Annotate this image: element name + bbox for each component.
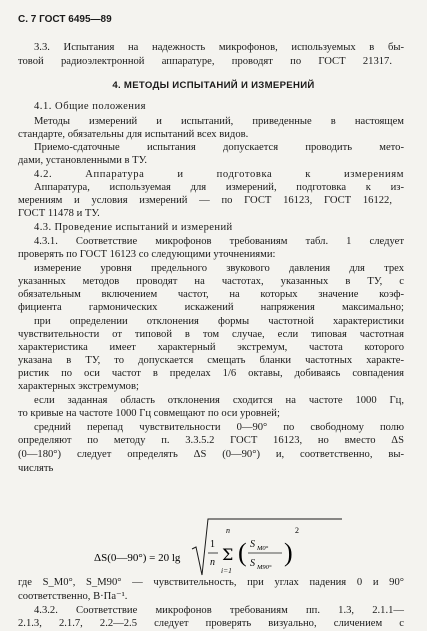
para-3-3-line-1: 3.3. Испытания на надежность микрофонов, используемых в бы-: [34, 42, 404, 53]
numerator-sub: M0°: [257, 545, 269, 552]
denominator-s: S: [250, 558, 255, 569]
text-4-3-1-line-7: при определении отклонения формы частотной характеристики: [34, 316, 404, 327]
left-paren: (: [238, 538, 247, 567]
formula-lhs: ΔS(0—90°) = 20 lg: [94, 552, 181, 564]
text-4-3-1-line-8: чувствительности от типовой в том случае, если типовая частотная: [18, 329, 404, 340]
text-4-3-2-line-2: 2.1.3, 2.1.7, 2.2—2.5 следует проверять визуально, сличением с: [18, 618, 404, 629]
right-paren: ): [284, 538, 293, 567]
text-4-3-1-line-3: измерение уровня предельного звукового давления для трех: [34, 263, 404, 274]
text-4-2-line-1: Аппаратура, используемая для измерений, подготовка к из-: [34, 182, 404, 193]
denominator-sub: M90°: [257, 564, 272, 571]
subsection-4-1-title: 4.1. Общие положения: [34, 101, 146, 112]
text-4-1-line-1: Методы измерений и испытаний, приведенные в настоящем: [34, 116, 404, 127]
text-4-3-1-line-4: указанных методов проводят на частотах, указанных в ТУ, с: [18, 276, 404, 287]
text-4-3-1-line-16: определяют по методу п. 3.3.5.2 ГОСТ 16123, но вместо ΔS: [18, 435, 404, 446]
sum-upper: n: [226, 526, 230, 535]
text-4-2-line-2: мерениям и условия измерений — по ГОСТ 16123, ГОСТ 16122,: [18, 195, 392, 206]
text-4-1-line-3: Приемо-сдаточные испытания допускается проводить мето-: [34, 142, 404, 153]
text-4-3-1-line-13: если заданная область отклонения сходится на частоте 1000 Гц,: [34, 395, 404, 406]
section-title: 4. МЕТОДЫ ИСПЫТАНИЙ И ИЗМЕРЕНИЙ: [112, 80, 315, 91]
text-4-3-1-line-15: средний перепад чувствительности 0—90° по свободному полю: [34, 422, 404, 433]
text-4-1-line-2: стандарте, обязательны для испытаний всех видов.: [18, 129, 249, 140]
formula-one: 1: [210, 539, 215, 550]
text-4-3-1-line-6: фициента гармонических искажений напряжения максимально;: [18, 302, 404, 313]
where-line-2: соответственно, В·Па⁻¹.: [18, 591, 128, 602]
text-4-2-line-3: ГОСТ 11478 и ТУ.: [18, 208, 100, 219]
text-4-3-2-line-1: 4.3.2. Соответствие микрофонов требованиям пп. 1.3, 2.1.1—: [34, 605, 404, 616]
exponent: 2: [295, 526, 299, 535]
text-4-3-1-line-17: (0—180°) следует определять ΔS (0—90°) и, соответственно, вы-: [18, 449, 404, 460]
text-4-3-1-line-11: ристик по оси частот в пределах 1/6 октавы, добиваясь совпадения: [18, 368, 404, 379]
text-4-3-1-line-12: характерных экстремумов;: [18, 381, 139, 392]
sum-lower: i=1: [221, 566, 232, 575]
page-header: С. 7 ГОСТ 6495—89: [18, 14, 112, 25]
text-4-3-1-line-2: проверять по ГОСТ 16123 со следующими уточнениями:: [18, 249, 276, 260]
sum-symbol: Σ: [222, 545, 234, 564]
text-4-3-1-line-14: то кривые на частоте 1000 Гц совмещают по оси уровней;: [18, 408, 280, 419]
text-4-3-1-line-1: 4.3.1. Соответствие микрофонов требованиям табл. 1 следует: [34, 236, 404, 247]
formula-n: n: [210, 557, 215, 568]
text-4-3-1-line-5: обязательным включением частот, на которых значение коэф-: [18, 289, 404, 300]
where-line-1: где S_M0°, S_M90° — чувствительность, при углах падения 0 и 90°: [18, 577, 404, 588]
para-3-3-line-2: товой радиоэлектронной аппаратуре, проводят по ГОСТ 21317.: [18, 56, 392, 67]
subsection-4-2-title: 4.2. Аппаратура и подготовка к измерениям: [34, 169, 404, 180]
formula-sensitivity-drop: [84, 505, 344, 585]
text-4-3-1-line-18: числять: [18, 463, 54, 474]
text-4-1-line-4: дами, установленными в ТУ.: [18, 155, 148, 166]
numerator-s: S: [250, 539, 255, 550]
text-4-3-1-line-10: указана в ТУ, то допускается смещать бланки частотных характе-: [18, 355, 404, 366]
text-4-3-1-line-9: характеристика имеет характерный экстремум, частота которого: [18, 342, 404, 353]
subsection-4-3-title: 4.3. Проведение испытаний и измерений: [34, 222, 233, 233]
formula-svg: [84, 505, 344, 585]
